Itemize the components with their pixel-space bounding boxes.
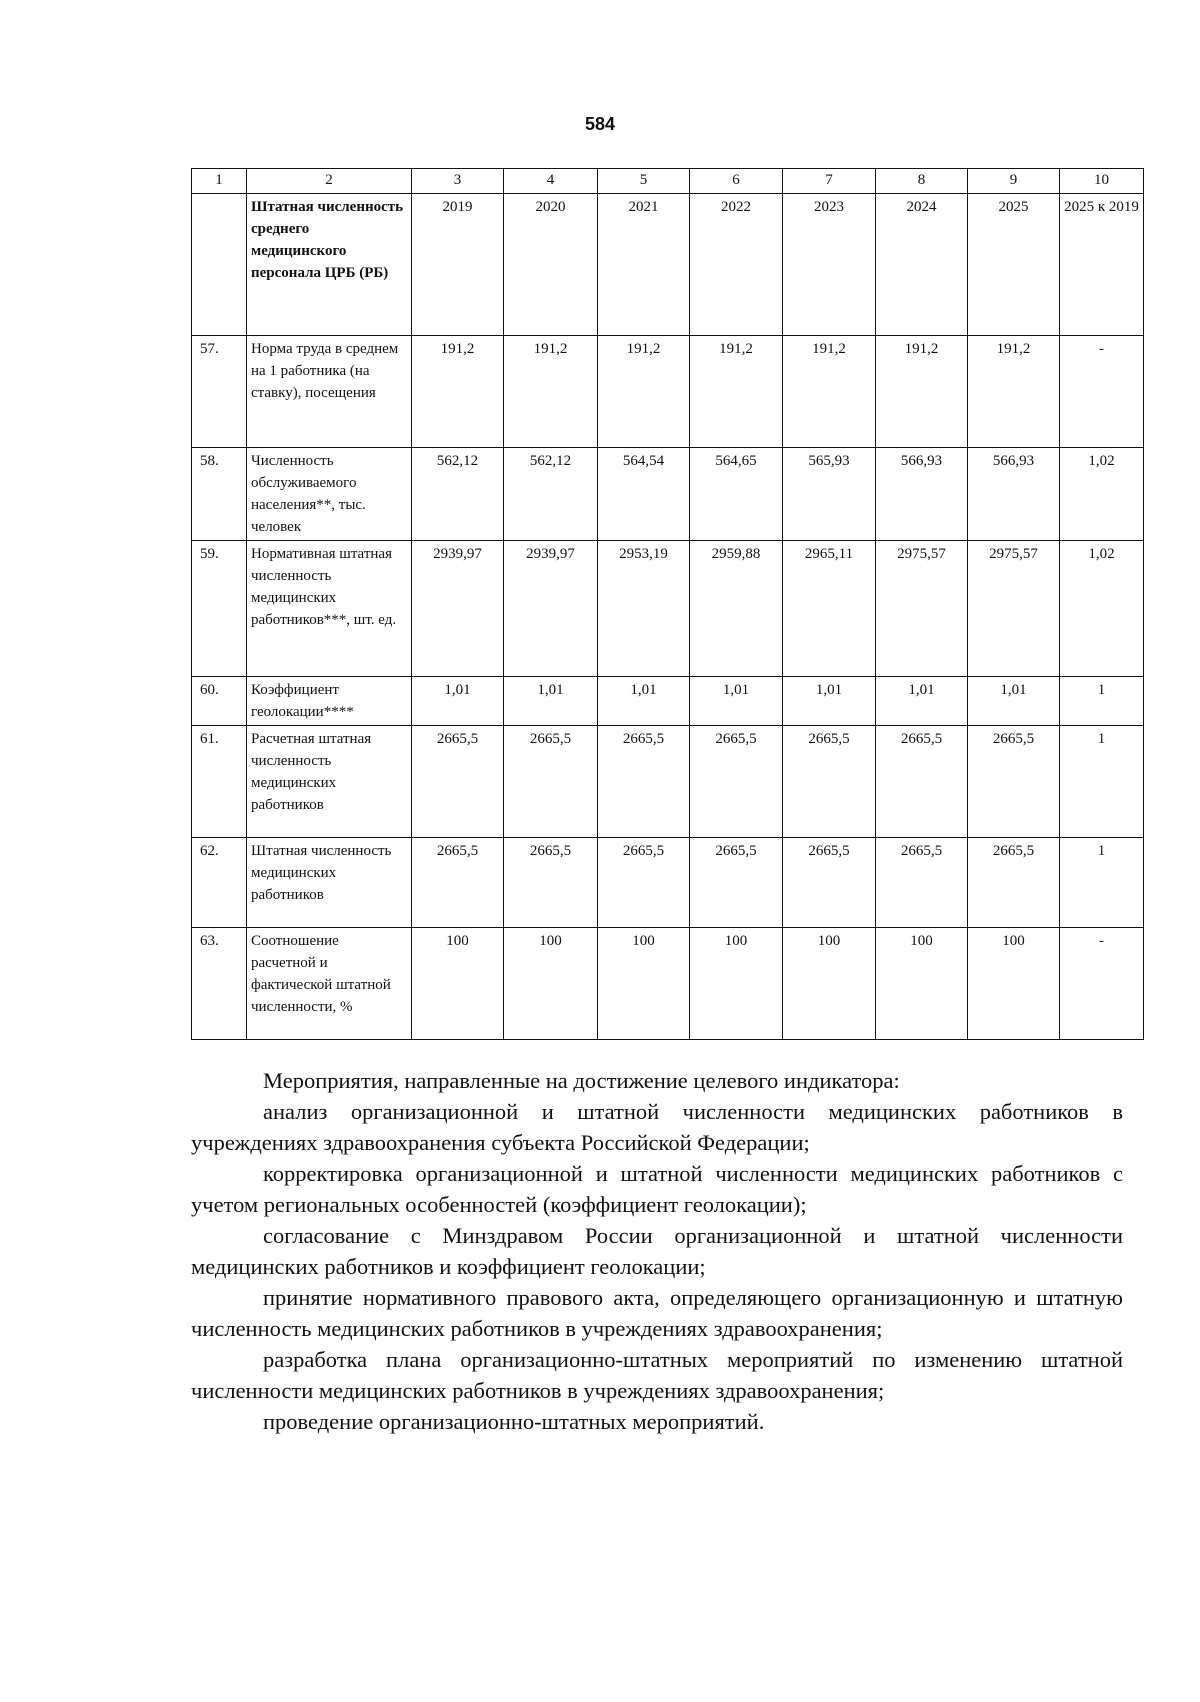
- header-cell: 3: [412, 169, 504, 194]
- value-cell: 565,93: [783, 448, 876, 541]
- measure-item: корректировка организационной и штатной численности медицинских работников с учетом региональных особенностей (коэффициент геолокации);: [191, 1161, 1123, 1217]
- value-cell: 564,54: [598, 448, 690, 541]
- value-cell: 564,65: [690, 448, 783, 541]
- header-cell: 8: [876, 169, 968, 194]
- header-cell: 5: [598, 169, 690, 194]
- value-cell: 1: [1060, 677, 1144, 726]
- value-cell: 2665,5: [783, 726, 876, 838]
- value-cell: 100: [783, 928, 876, 1040]
- value-cell: 2020: [504, 194, 598, 336]
- header-cell: 10: [1060, 169, 1144, 194]
- row-number: 63.: [192, 928, 247, 1040]
- table-row: [192, 677, 1144, 726]
- indicator-name: Соотношение расчетной и фактической штатной численности, %: [247, 928, 412, 1040]
- indicator-name: Коэффициент геолокации****: [247, 677, 412, 726]
- row-number: 62.: [192, 838, 247, 928]
- value-cell: 100: [504, 928, 598, 1040]
- value-cell: 100: [968, 928, 1060, 1040]
- indicator-name: Численность обслуживаемого населения**, тыс. человек: [247, 448, 412, 541]
- value-cell: 100: [598, 928, 690, 1040]
- measure-item: принятие нормативного правового акта, определяющего организационную и штатную численность медицинских работников в учреждениях здравоохранения;: [191, 1285, 1123, 1341]
- row-number: 58.: [192, 448, 247, 541]
- value-cell: 191,2: [504, 336, 598, 448]
- value-cell: 2665,5: [412, 838, 504, 928]
- page-number: 584: [584, 114, 616, 134]
- staffing-table: [191, 168, 1144, 1040]
- table-row: [192, 838, 1144, 928]
- value-cell: 1,01: [690, 677, 783, 726]
- value-cell: 2939,97: [412, 541, 504, 677]
- value-cell: 2665,5: [783, 838, 876, 928]
- value-cell: 191,2: [783, 336, 876, 448]
- value-cell: 2665,5: [504, 726, 598, 838]
- value-cell: 2939,97: [504, 541, 598, 677]
- value-cell: 2022: [690, 194, 783, 336]
- indicator-name: Штатная численность среднего медицинского персонала ЦРБ (РБ): [247, 194, 412, 336]
- header-cell: 2: [247, 169, 412, 194]
- value-cell: 2959,88: [690, 541, 783, 677]
- header-cell: 4: [504, 169, 598, 194]
- value-cell: 2665,5: [690, 838, 783, 928]
- value-cell: 2025 к 2019: [1060, 194, 1144, 336]
- value-cell: 1,01: [968, 677, 1060, 726]
- indicator-name: Штатная численность медицинских работников: [247, 838, 412, 928]
- value-cell: 2665,5: [968, 838, 1060, 928]
- value-cell: 2665,5: [412, 726, 504, 838]
- value-cell: 1,01: [504, 677, 598, 726]
- value-cell: 2024: [876, 194, 968, 336]
- table-row: [192, 541, 1144, 677]
- value-cell: 566,93: [876, 448, 968, 541]
- header-cell: 1: [192, 169, 247, 194]
- indicator-name: Нормативная штатная численность медицинских работников***, шт. ед.: [247, 541, 412, 677]
- indicator-name: Норма труда в среднем на 1 работника (на ставку), посещения: [247, 336, 412, 448]
- measure-item: разработка плана организационно-штатных мероприятий по изменению штатной численности медицинских работников в учреждениях здравоохранения;: [191, 1347, 1123, 1403]
- value-cell: 2665,5: [598, 726, 690, 838]
- measure-item: проведение организационно-штатных мероприятий.: [263, 1409, 765, 1434]
- value-cell: 2965,11: [783, 541, 876, 677]
- value-cell: -: [1060, 336, 1144, 448]
- value-cell: 1,02: [1060, 541, 1144, 677]
- value-cell: 566,93: [968, 448, 1060, 541]
- measure-item: согласование с Минздравом России организационной и штатной численности медицинских работников и коэффициент геолокации;: [191, 1223, 1123, 1279]
- value-cell: 1: [1060, 838, 1144, 928]
- measure-item: анализ организационной и штатной численности медицинских работников в учреждениях здравоохранения субъекта Российской Федерации;: [191, 1099, 1123, 1155]
- value-cell: 100: [412, 928, 504, 1040]
- table-row: [192, 726, 1144, 838]
- value-cell: 562,12: [412, 448, 504, 541]
- value-cell: 2019: [412, 194, 504, 336]
- value-cell: 2665,5: [598, 838, 690, 928]
- value-cell: 2953,19: [598, 541, 690, 677]
- value-cell: 1,02: [1060, 448, 1144, 541]
- row-number: [192, 194, 247, 336]
- value-cell: 2665,5: [968, 726, 1060, 838]
- value-cell: -: [1060, 928, 1144, 1040]
- table-header-row: [192, 169, 1144, 194]
- value-cell: 191,2: [598, 336, 690, 448]
- value-cell: 2021: [598, 194, 690, 336]
- value-cell: 2975,57: [876, 541, 968, 677]
- row-number: 59.: [192, 541, 247, 677]
- value-cell: 1,01: [412, 677, 504, 726]
- value-cell: 1,01: [598, 677, 690, 726]
- header-cell: 7: [783, 169, 876, 194]
- value-cell: 1,01: [876, 677, 968, 726]
- value-cell: 2975,57: [968, 541, 1060, 677]
- row-number: 61.: [192, 726, 247, 838]
- value-cell: 2025: [968, 194, 1060, 336]
- value-cell: 1: [1060, 726, 1144, 838]
- indicator-name: Расчетная штатная численность медицинских работников: [247, 726, 412, 838]
- value-cell: 2665,5: [876, 838, 968, 928]
- value-cell: 2023: [783, 194, 876, 336]
- table-row: [192, 336, 1144, 448]
- table-row: [192, 194, 1144, 336]
- value-cell: 191,2: [968, 336, 1060, 448]
- table-row: [192, 448, 1144, 541]
- value-cell: 1,01: [783, 677, 876, 726]
- measures-text: [191, 1065, 1123, 1437]
- row-number: 57.: [192, 336, 247, 448]
- value-cell: 191,2: [412, 336, 504, 448]
- header-cell: 6: [690, 169, 783, 194]
- row-number: 60.: [192, 677, 247, 726]
- measures-intro: Мероприятия, направленные на достижение целевого индикатора:: [263, 1068, 900, 1093]
- header-cell: 9: [968, 169, 1060, 194]
- value-cell: 2665,5: [504, 838, 598, 928]
- value-cell: 191,2: [876, 336, 968, 448]
- value-cell: 191,2: [690, 336, 783, 448]
- value-cell: 2665,5: [690, 726, 783, 838]
- value-cell: 100: [690, 928, 783, 1040]
- value-cell: 562,12: [504, 448, 598, 541]
- table-body: [192, 169, 1144, 1040]
- table-row: [192, 928, 1144, 1040]
- value-cell: 100: [876, 928, 968, 1040]
- value-cell: 2665,5: [876, 726, 968, 838]
